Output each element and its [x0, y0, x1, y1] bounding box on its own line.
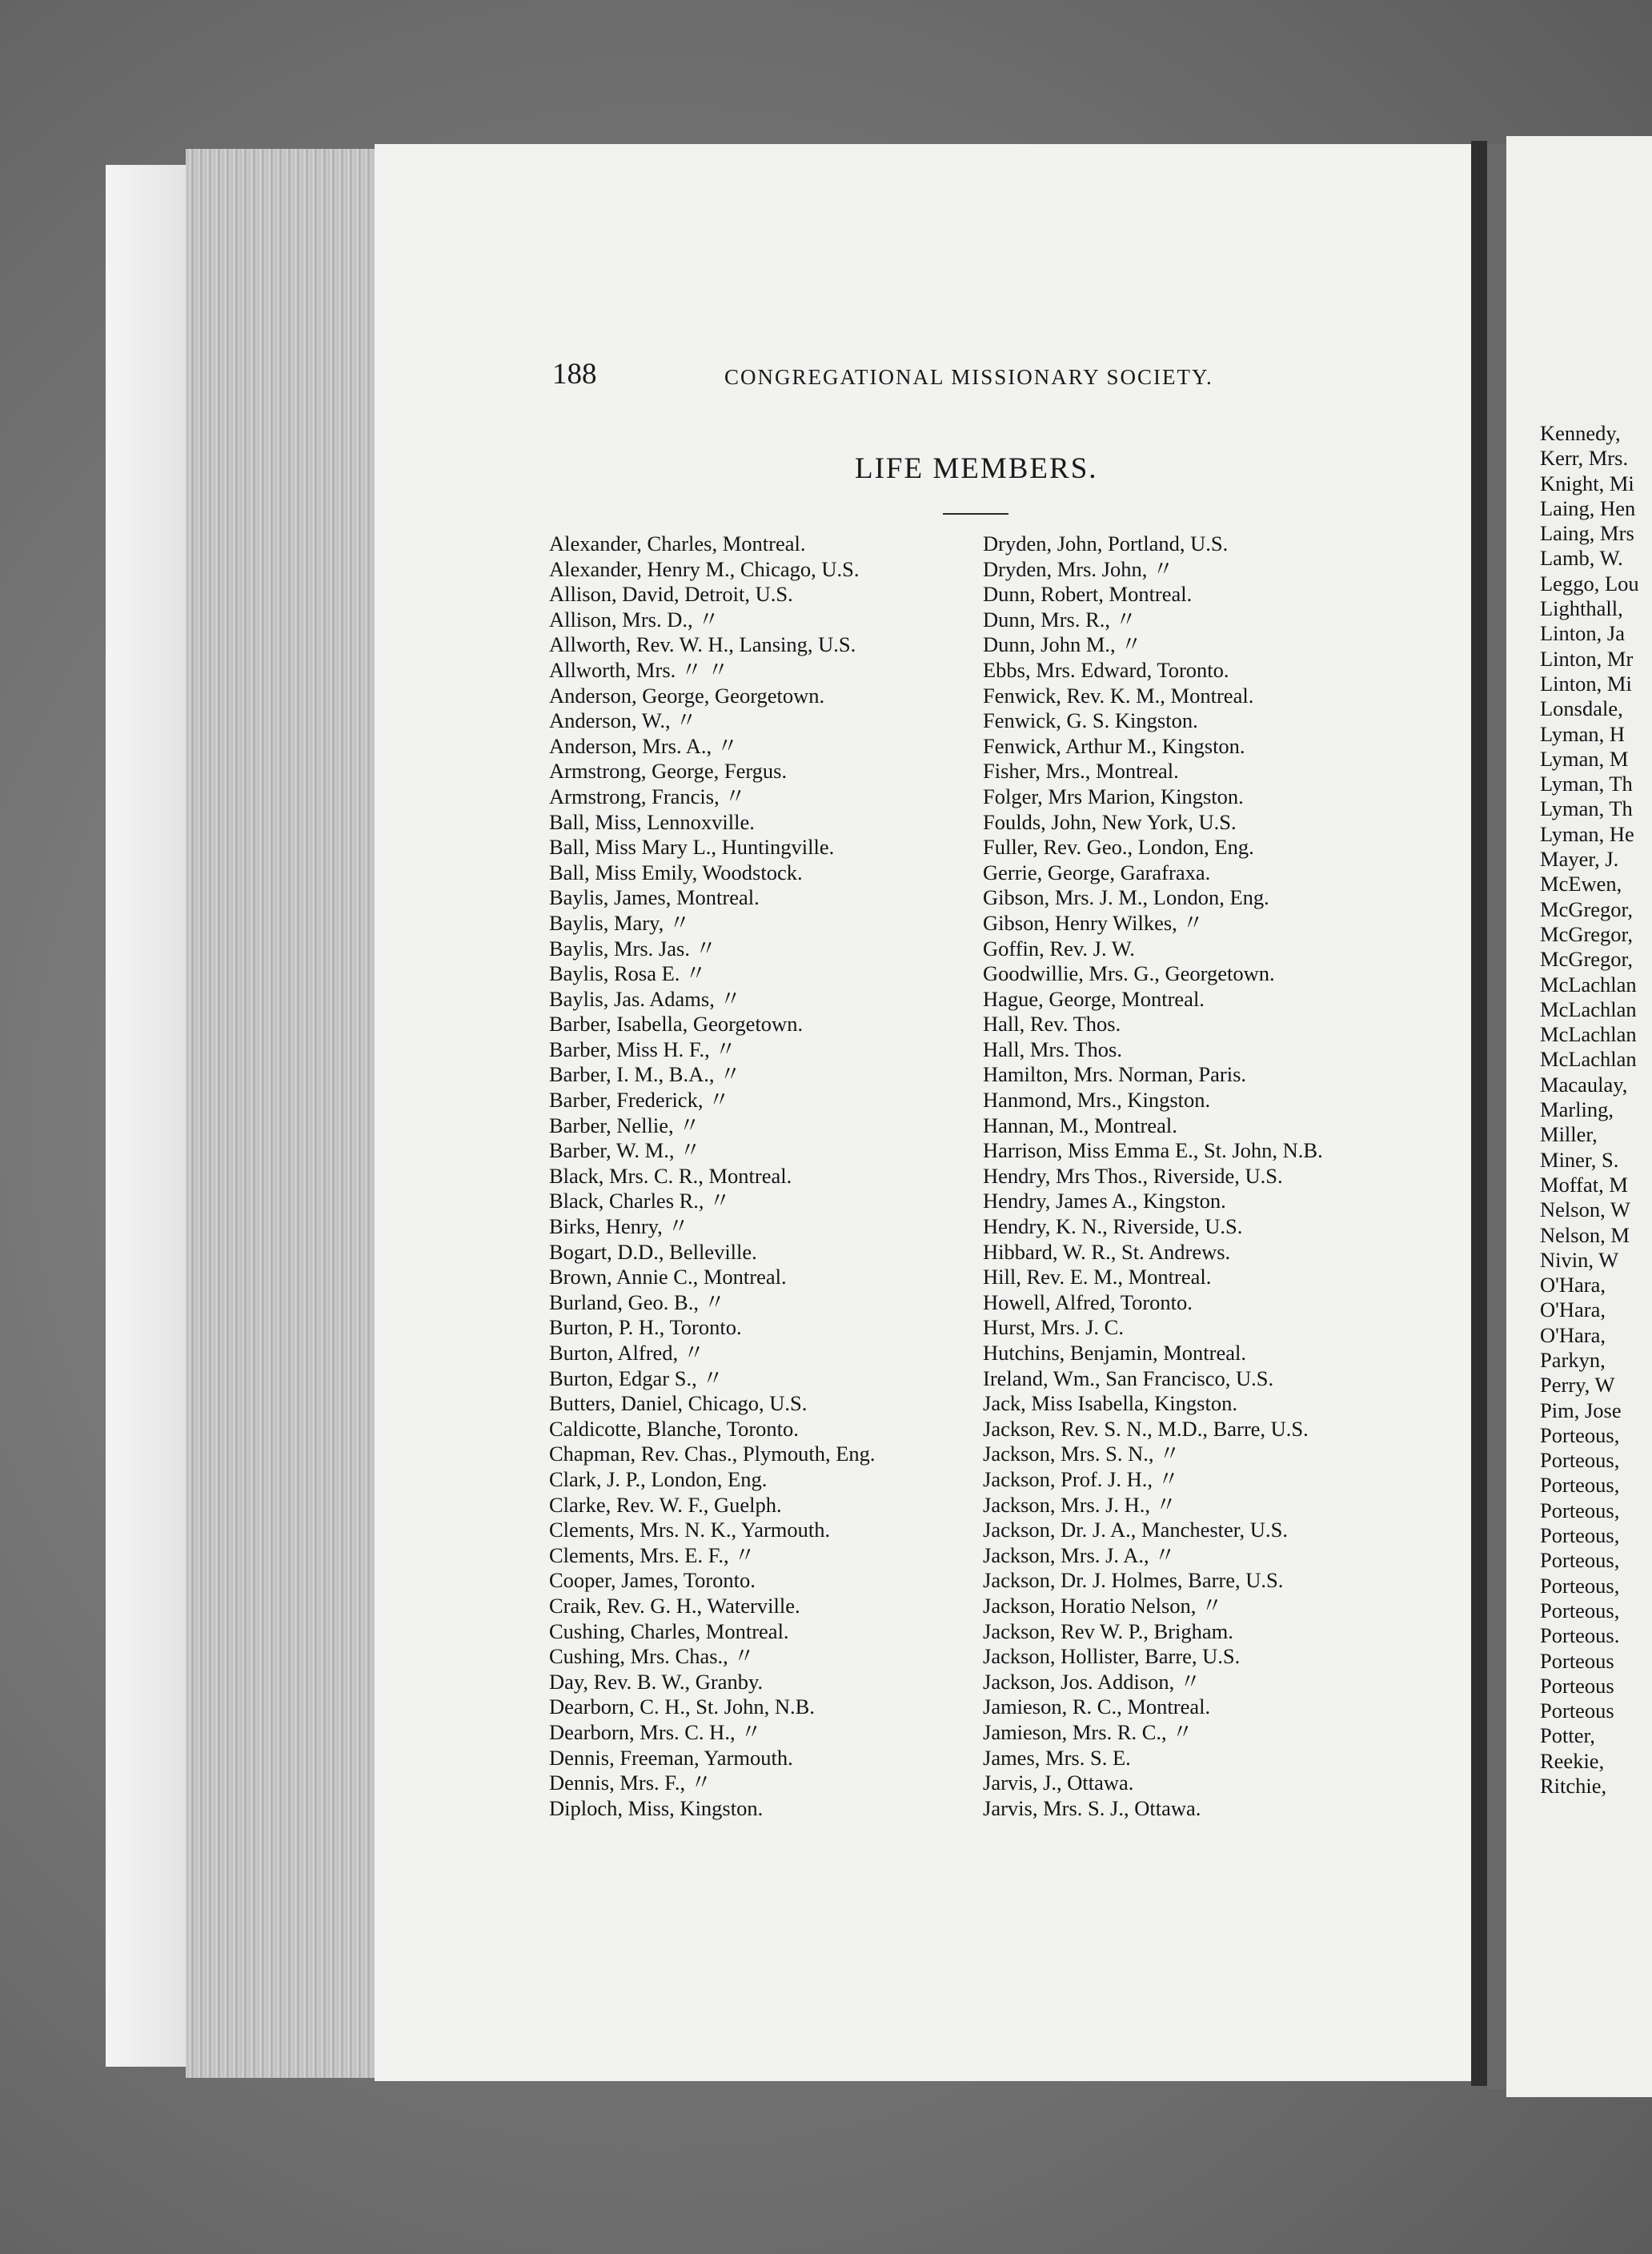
member-entry: Jackson, Hollister, Barre, U.S. [983, 1644, 1241, 1669]
member-entry: Armstrong, Francis, 〃 [549, 784, 746, 808]
member-entry: Porteous, [1540, 1548, 1620, 1573]
member-entry: Howell, Alfred, Toronto. [983, 1289, 1193, 1314]
member-entry: Hibbard, W. R., St. Andrews. [983, 1239, 1231, 1264]
member-entry: Jamieson, R. C., Montreal. [983, 1695, 1211, 1719]
member-entry: Jackson, Horatio Nelson, 〃 [983, 1593, 1223, 1618]
gutter-gap [1487, 144, 1506, 2089]
member-entry: Alexander, Henry M., Chicago, U.S. [549, 556, 860, 581]
member-entry: Cushing, Charles, Montreal. [549, 1618, 789, 1643]
member-entry: Black, Mrs. C. R., Montreal. [549, 1163, 792, 1188]
member-entry: Laing, Mrs [1540, 521, 1634, 546]
member-entry: Goodwillie, Mrs. G., Georgetown. [983, 961, 1275, 986]
member-entry: Porteous, [1540, 1573, 1620, 1598]
member-entry: Baylis, James, Montreal. [549, 885, 760, 910]
member-entry: Allworth, Mrs. 〃 〃 [549, 657, 729, 682]
page-edges [186, 149, 381, 2078]
member-entry: Ritchie, [1540, 1774, 1607, 1799]
member-entry: Leggo, Lou [1540, 571, 1639, 596]
member-entry: Jarvis, J., Ottawa. [983, 1771, 1134, 1795]
member-entry: Baylis, Jas. Adams, 〃 [549, 986, 741, 1011]
member-entry: Dearborn, Mrs. C. H., 〃 [549, 1719, 762, 1744]
member-entry: Butters, Daniel, Chicago, U.S. [549, 1391, 808, 1416]
member-entry: Porteous, [1540, 1598, 1620, 1622]
member-entry: Anderson, George, Georgetown. [549, 683, 825, 708]
member-entry: Fisher, Mrs., Montreal. [983, 759, 1179, 784]
member-entry: Porteous [1540, 1699, 1614, 1723]
member-entry: Dryden, Mrs. John, 〃 [983, 556, 1174, 581]
members-column-right [983, 531, 1323, 1821]
member-entry: Hall, Mrs. Thos. [983, 1037, 1122, 1061]
member-entry: Linton, Mi [1540, 671, 1632, 696]
member-entry: Caldicotte, Blanche, Toronto. [549, 1416, 799, 1441]
member-entry: Barber, Nellie, 〃 [549, 1113, 700, 1137]
member-entry: McGregor, [1540, 896, 1633, 921]
member-entry: Birks, Henry, 〃 [549, 1214, 689, 1239]
member-entry: Laing, Hen [1540, 495, 1636, 520]
book-gutter [1471, 141, 1487, 2086]
member-entry: Jackson, Prof. J. H., 〃 [983, 1466, 1180, 1491]
member-entry: Dunn, Robert, Montreal. [983, 582, 1193, 607]
member-entry: Pim, Jose [1540, 1398, 1622, 1422]
member-entry: Folger, Mrs Marion, Kingston. [983, 784, 1244, 808]
member-entry: Kennedy, [1540, 421, 1621, 445]
member-entry: Jack, Miss Isabella, Kingston. [983, 1391, 1237, 1416]
member-entry: Porteous [1540, 1673, 1614, 1698]
member-entry: Ball, Miss Mary L., Huntingville. [549, 835, 835, 860]
member-entry: Barber, W. M., 〃 [549, 1138, 701, 1163]
member-entry: Harrison, Miss Emma E., St. John, N.B. [983, 1138, 1323, 1163]
member-entry: Gerrie, George, Garafraxa. [983, 860, 1211, 884]
member-entry: Jackson, Rev W. P., Brigham. [983, 1618, 1233, 1643]
member-entry: Armstrong, George, Fergus. [549, 759, 788, 784]
member-entry: Hendry, James A., Kingston. [983, 1189, 1226, 1213]
member-entry: Clarke, Rev. W. F., Guelph. [549, 1492, 782, 1517]
member-entry: Gibson, Mrs. J. M., London, Eng. [983, 885, 1269, 910]
member-entry: Lyman, Th [1540, 796, 1633, 821]
member-entry: Macaulay, [1540, 1072, 1628, 1097]
member-entry: Barber, Isabella, Georgetown. [549, 1012, 804, 1037]
member-entry: Barber, I. M., B.A., 〃 [549, 1062, 741, 1087]
member-entry: Clark, J. P., London, Eng. [549, 1466, 768, 1491]
member-entry: Hill, Rev. E. M., Montreal. [983, 1265, 1212, 1289]
member-entry: Lyman, H [1540, 721, 1625, 746]
member-entry: Burton, P. H., Toronto. [549, 1315, 742, 1340]
member-entry: Nelson, M [1540, 1222, 1630, 1247]
member-entry: Brown, Annie C., Montreal. [549, 1265, 787, 1289]
member-entry: Fuller, Rev. Geo., London, Eng. [983, 835, 1254, 860]
member-entry: Nivin, W [1540, 1247, 1619, 1272]
member-entry: Anderson, Mrs. A., 〃 [549, 733, 739, 758]
member-entry: Hutchins, Benjamin, Montreal. [983, 1341, 1246, 1365]
member-entry: Jarvis, Mrs. S. J., Ottawa. [983, 1795, 1201, 1820]
member-entry: Dunn, Mrs. R., 〃 [983, 607, 1137, 632]
member-entry: Hague, George, Montreal. [983, 986, 1205, 1011]
member-entry: Allison, David, Detroit, U.S. [549, 582, 793, 607]
member-entry: Jackson, Dr. J. Holmes, Barre, U.S. [983, 1568, 1284, 1593]
page-number: 188 [552, 358, 597, 391]
member-entry: Hall, Rev. Thos. [983, 1012, 1121, 1037]
member-entry: Jackson, Mrs. S. N., 〃 [983, 1442, 1181, 1466]
member-entry: Ebbs, Mrs. Edward, Toronto. [983, 657, 1229, 682]
member-entry: Fenwick, Rev. K. M., Montreal. [983, 683, 1254, 708]
member-entry: Hurst, Mrs. J. C. [983, 1315, 1124, 1340]
member-entry: Linton, Mr [1540, 646, 1634, 671]
member-entry: Burton, Alfred, 〃 [549, 1341, 705, 1365]
member-entry: Craik, Rev. G. H., Waterville. [549, 1593, 800, 1618]
member-entry: Baylis, Rosa E. 〃 [549, 961, 707, 986]
member-entry: Miner, S. [1540, 1147, 1619, 1172]
member-entry: Barber, Frederick, 〃 [549, 1088, 730, 1113]
member-entry: Jackson, Dr. J. A., Manchester, U.S. [983, 1518, 1288, 1542]
member-entry: Hendry, K. N., Riverside, U.S. [983, 1214, 1243, 1239]
title-rule [943, 513, 1008, 515]
member-entry: Fenwick, G. S. Kingston. [983, 708, 1198, 733]
member-entry: Dryden, John, Portland, U.S. [983, 531, 1229, 555]
member-entry: Fenwick, Arthur M., Kingston. [983, 733, 1245, 758]
member-entry: Baylis, Mrs. Jas. 〃 [549, 936, 717, 961]
member-entry: Hanmond, Mrs., Kingston. [983, 1088, 1211, 1113]
member-entry: Foulds, John, New York, U.S. [983, 809, 1237, 834]
member-entry: Parkyn, [1540, 1347, 1606, 1372]
member-entry: Alexander, Charles, Montreal. [549, 531, 806, 555]
adjacent-page-column [1540, 421, 1652, 1799]
member-entry: Burland, Geo. B., 〃 [549, 1289, 726, 1314]
member-entry: Knight, Mi [1540, 471, 1634, 495]
member-entry: Dennis, Freeman, Yarmouth. [549, 1745, 793, 1770]
member-entry: Hamilton, Mrs. Norman, Paris. [983, 1062, 1247, 1087]
member-entry: Anderson, W., 〃 [549, 708, 697, 733]
member-entry: Hendry, Mrs Thos., Riverside, U.S. [983, 1163, 1283, 1188]
member-entry: Baylis, Mary, 〃 [549, 910, 691, 935]
member-entry: Cushing, Mrs. Chas., 〃 [549, 1644, 755, 1669]
member-entry: Lyman, He [1540, 821, 1634, 846]
member-entry: O'Hara, [1540, 1297, 1606, 1322]
member-entry: Clements, Mrs. N. K., Yarmouth. [549, 1518, 831, 1542]
member-entry: Porteous, [1540, 1422, 1620, 1447]
member-entry: McLachlan [1540, 972, 1637, 997]
member-entry: Dearborn, C. H., St. John, N.B. [549, 1695, 815, 1719]
member-entry: Lonsdale, [1540, 696, 1623, 721]
member-entry: Porteous [1540, 1648, 1614, 1673]
member-entry: McLachlan [1540, 1022, 1637, 1047]
member-entry: McLachlan [1540, 997, 1637, 1021]
member-entry: Porteous, [1540, 1448, 1620, 1473]
member-entry: Black, Charles R., 〃 [549, 1189, 731, 1213]
member-entry: Jackson, Mrs. J. H., 〃 [983, 1492, 1177, 1517]
member-entry: Bogart, D.D., Belleville. [549, 1239, 757, 1264]
member-entry: Hannan, M., Montreal. [983, 1113, 1177, 1137]
member-entry: Lyman, M [1540, 746, 1629, 771]
member-entry: Jackson, Jos. Addison, 〃 [983, 1669, 1201, 1694]
member-entry: Lamb, W. [1540, 546, 1623, 571]
member-entry: Miller, [1540, 1122, 1598, 1147]
members-column-left [549, 531, 876, 1821]
member-entry: Cooper, James, Toronto. [549, 1568, 756, 1593]
member-entry: Porteous, [1540, 1523, 1620, 1548]
member-entry: O'Hara, [1540, 1322, 1606, 1347]
member-entry: James, Mrs. S. E. [983, 1745, 1131, 1770]
member-entry: Barber, Miss H. F., 〃 [549, 1037, 736, 1061]
member-entry: Burton, Edgar S., 〃 [549, 1366, 724, 1390]
section-title: LIFE MEMBERS. [855, 452, 1098, 485]
member-entry: Marling, [1540, 1097, 1614, 1122]
member-entry: Dennis, Mrs. F., 〃 [549, 1771, 712, 1795]
member-entry: O'Hara, [1540, 1273, 1606, 1297]
member-entry: Diploch, Miss, Kingston. [549, 1795, 764, 1820]
member-entry: Ball, Miss Emily, Woodstock. [549, 860, 803, 884]
member-entry: Porteous, [1540, 1473, 1620, 1498]
member-entry: Jamieson, Mrs. R. C., 〃 [983, 1719, 1193, 1744]
member-entry: McGregor, [1540, 921, 1633, 946]
member-entry: Chapman, Rev. Chas., Plymouth, Eng. [549, 1442, 876, 1466]
member-entry: McEwen, [1540, 872, 1622, 896]
member-entry: Jackson, Mrs. J. A., 〃 [983, 1542, 1176, 1567]
member-entry: Gibson, Henry Wilkes, 〃 [983, 910, 1204, 935]
member-entry: Potter, [1540, 1723, 1595, 1748]
member-entry: Linton, Ja [1540, 621, 1625, 646]
paper-strip [106, 165, 186, 2067]
member-entry: Dunn, John M., 〃 [983, 632, 1142, 657]
member-entry: Nelson, W [1540, 1197, 1630, 1222]
member-entry: Day, Rev. B. W., Granby. [549, 1669, 764, 1694]
member-entry: Kerr, Mrs. [1540, 446, 1629, 471]
member-entry: Ireland, Wm., San Francisco, U.S. [983, 1366, 1274, 1390]
member-entry: Lighthall, [1540, 596, 1623, 621]
member-entry: Porteous. [1540, 1623, 1620, 1648]
member-entry: McGregor, [1540, 947, 1633, 972]
member-entry: Porteous, [1540, 1498, 1620, 1522]
member-entry: Moffat, M [1540, 1172, 1628, 1197]
member-entry: Goffin, Rev. J. W. [983, 936, 1135, 961]
member-entry: Lyman, Th [1540, 772, 1633, 796]
member-entry: Mayer, J. [1540, 847, 1619, 872]
member-entry: Allison, Mrs. D., 〃 [549, 607, 720, 632]
member-entry: Clements, Mrs. E. F., 〃 [549, 1542, 756, 1567]
member-entry: Ball, Miss, Lennoxville. [549, 809, 755, 834]
member-entry: Jackson, Rev. S. N., M.D., Barre, U.S. [983, 1416, 1309, 1441]
member-entry: McLachlan [1540, 1047, 1637, 1072]
member-entry: Reekie, [1540, 1748, 1605, 1773]
member-entry: Perry, W [1540, 1373, 1615, 1398]
member-entry: Allworth, Rev. W. H., Lansing, U.S. [549, 632, 856, 657]
running-head: CONGREGATIONAL MISSIONARY SOCIETY. [724, 365, 1213, 389]
